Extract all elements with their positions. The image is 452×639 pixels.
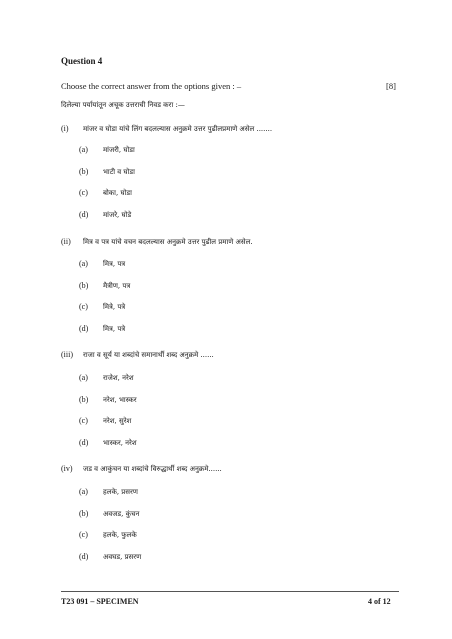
option-text: नरेश, सुरेश bbox=[103, 417, 132, 425]
footer-page-number: 4 of 12 bbox=[368, 597, 391, 606]
option-row bbox=[79, 324, 125, 334]
option-label: (a) bbox=[79, 145, 88, 154]
question-title: Question 4 bbox=[61, 56, 103, 66]
option-text: मित्रे, पत्रे bbox=[103, 303, 126, 311]
option-row bbox=[79, 210, 131, 220]
question-row bbox=[61, 237, 253, 247]
question-number: (iv) bbox=[61, 464, 73, 473]
option-text: भास्कर, नरेश bbox=[103, 439, 137, 447]
question-row bbox=[61, 124, 272, 134]
option-row bbox=[79, 530, 137, 540]
option-text: मांजरे, घोडे bbox=[103, 211, 132, 219]
option-label: (a) bbox=[79, 373, 88, 382]
option-label: (d) bbox=[79, 552, 89, 561]
question-text: मित्र व पत्र यांचे वचन बदलल्यास अनुक्रमे उत्तर पुढील प्रमाणे असेल. bbox=[83, 238, 253, 246]
option-row bbox=[79, 373, 134, 383]
instruction-marathi: दिलेल्या पर्यायांतून अचूक उत्तराची निवड करा :— bbox=[61, 101, 185, 109]
option-row bbox=[79, 416, 131, 426]
option-label: (c) bbox=[79, 188, 88, 197]
option-label: (b) bbox=[79, 395, 89, 404]
option-label: (b) bbox=[79, 281, 89, 290]
question-number: (ii) bbox=[61, 237, 71, 246]
option-text: अवघड, प्रसरण bbox=[103, 553, 142, 561]
option-row bbox=[79, 438, 137, 448]
option-row bbox=[79, 395, 137, 405]
option-text: अवजड, कुंचन bbox=[103, 510, 140, 518]
option-row bbox=[79, 487, 138, 497]
option-text: भाटी व घोडा bbox=[103, 168, 135, 176]
marks-label: [8] bbox=[386, 81, 396, 91]
option-label: (a) bbox=[79, 259, 88, 268]
question-text: राजा व सूर्य या शब्दांचे समानार्थी शब्द अनुक्रमे ...... bbox=[83, 351, 214, 359]
question-text: जड व आकुंचन या शब्दांचे विरुद्धार्थी शब्द अनुक्रमे...... bbox=[83, 465, 222, 473]
option-label: (d) bbox=[79, 324, 89, 333]
option-text: हलके, प्रसरण bbox=[103, 488, 138, 496]
footer-divider bbox=[61, 591, 399, 592]
option-text: मित्र, पत्र bbox=[103, 260, 126, 268]
question-text: मांजर व घोडा यांचे लिंग बदलल्यास अनुक्रमे उत्तर पुढीलप्रमाणे असेल ....... bbox=[83, 125, 273, 133]
footer-paper-code: T23 091 – SPECIMEN bbox=[61, 597, 139, 606]
option-label: (a) bbox=[79, 487, 88, 496]
option-label: (d) bbox=[79, 210, 89, 219]
option-text: नरेश, भास्कर bbox=[103, 396, 137, 404]
option-row bbox=[79, 302, 125, 312]
option-label: (c) bbox=[79, 302, 88, 311]
option-row bbox=[79, 188, 132, 198]
option-row bbox=[79, 281, 130, 291]
option-text: मांजरी, घोडा bbox=[103, 146, 135, 154]
option-label: (c) bbox=[79, 416, 88, 425]
option-text: मित्र, पत्रे bbox=[103, 325, 126, 333]
option-row bbox=[79, 167, 135, 177]
question-row bbox=[61, 464, 222, 474]
option-text: मैत्रीण, पत्र bbox=[103, 282, 131, 290]
option-row bbox=[79, 509, 139, 519]
option-text: हलके, फुलके bbox=[103, 531, 137, 539]
option-row bbox=[79, 259, 125, 269]
instruction-english: Choose the correct answer from the options given : – bbox=[61, 81, 242, 91]
option-label: (b) bbox=[79, 509, 89, 518]
option-label: (b) bbox=[79, 167, 89, 176]
option-row bbox=[79, 552, 141, 562]
question-row bbox=[61, 350, 214, 360]
option-label: (d) bbox=[79, 438, 89, 447]
option-text: बोका, घोडा bbox=[103, 189, 132, 197]
option-text: राजेश, नरेश bbox=[103, 374, 134, 382]
question-number: (i) bbox=[61, 124, 69, 133]
option-row bbox=[79, 145, 135, 155]
option-label: (c) bbox=[79, 530, 88, 539]
question-number: (iii) bbox=[61, 350, 73, 359]
